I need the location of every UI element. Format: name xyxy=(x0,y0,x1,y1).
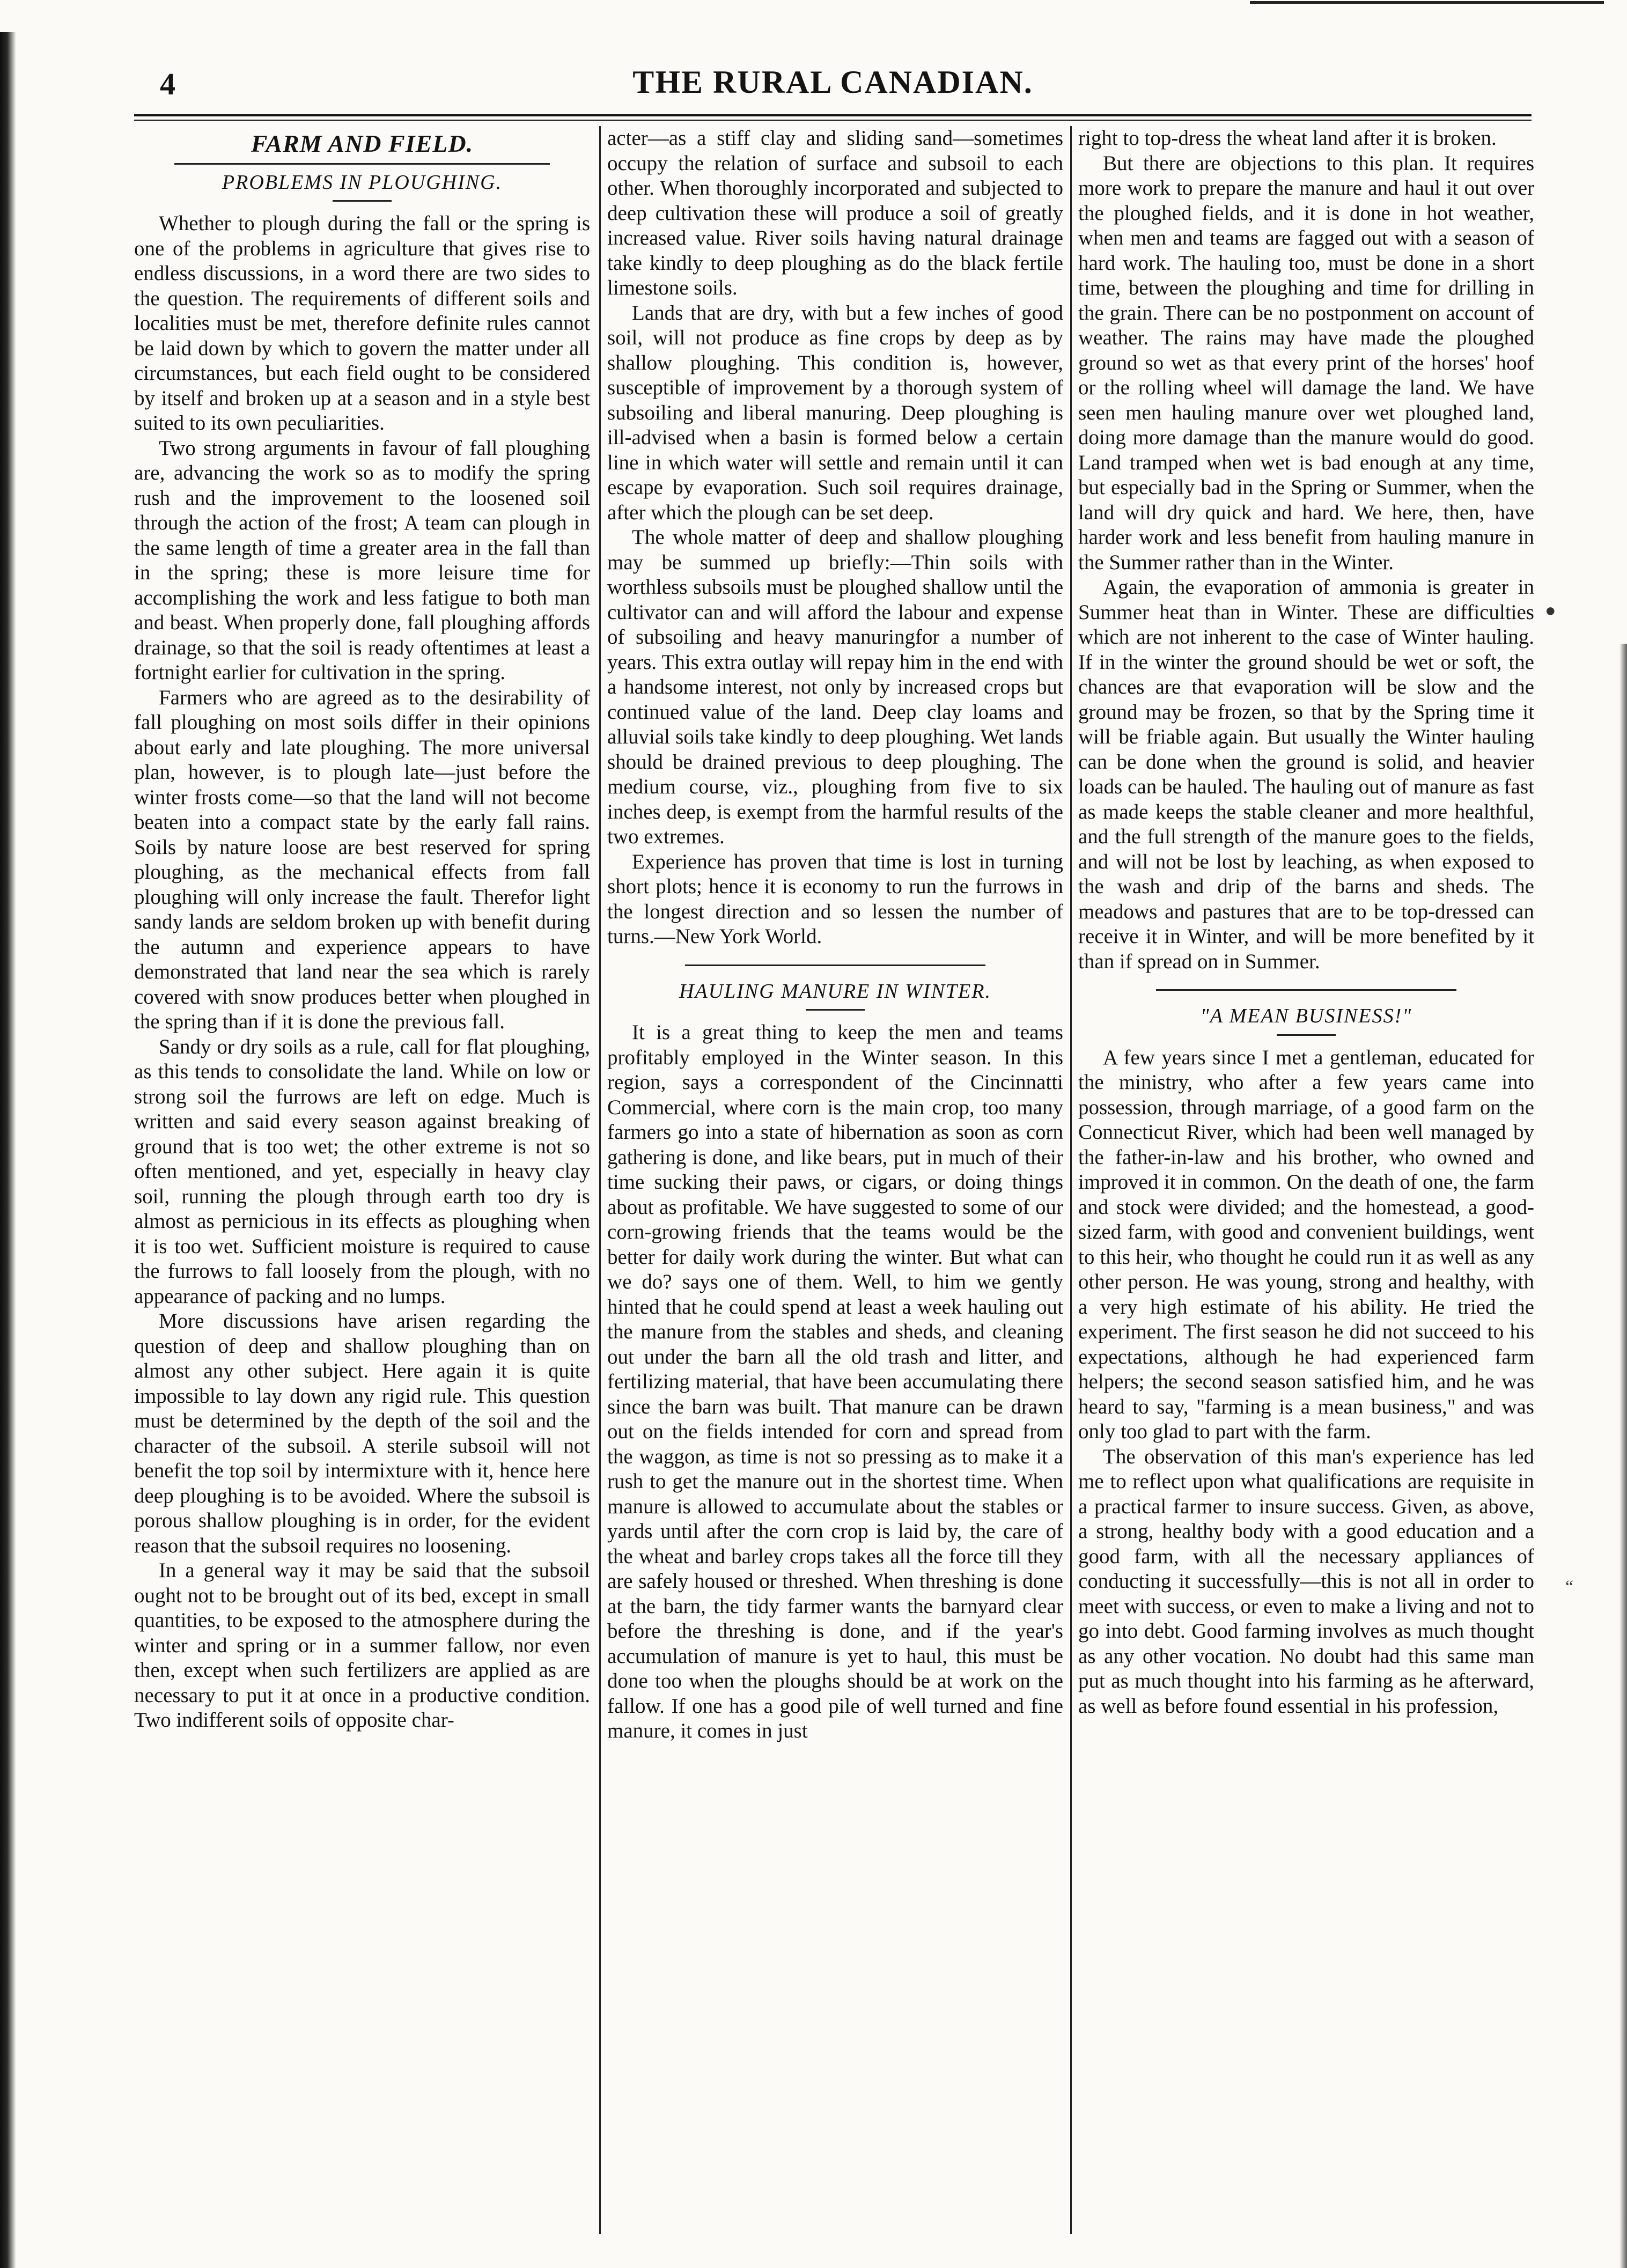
paper-name: THE RURAL CANADIAN. xyxy=(632,64,1033,100)
paragraph: Lands that are dry, with but a few inches of good soil, will not produce as fine crops by deep as by shallow ploughing. This condition is, however, susceptible of improvement by a thorough system of subsoiling and liberal manuring. Deep ploughing is ill-advised when a basin is formed below a certain line in which water will settle and remain until it can escape by evaporation. Such soil requires drainage, after which the plough can be set deep. xyxy=(607,301,1063,524)
column-3 xyxy=(1078,126,1534,2234)
article-separator xyxy=(685,964,985,966)
masthead xyxy=(129,56,1537,107)
column-1 xyxy=(134,126,590,2234)
section-rule xyxy=(174,163,550,165)
paragraph: Farmers who are agreed as to the desirability of fall ploughing on most soils differ in their opinions about early and late ploughing. The more universal plan, however, is to plough late—just before the winter frosts come—so that the land will not become beaten into a compact state by the early fall rains. Soils by nature loose are best reserved for spring ploughing, as the mechanical effects from fall ploughing will only increase the fault. Therefor light sandy lands are seldom broken up with benefit during the autumn and experience appears to have demonstrated that land near the sea which is rarely covered with snow produces better when ploughed in the spring than if it is done the previous fall. xyxy=(134,686,590,1033)
masthead-rule xyxy=(134,114,1532,116)
paragraph: right to top-dress the wheat land after it is broken. xyxy=(1078,127,1497,150)
scan-edge-right xyxy=(1619,644,1627,2268)
paragraph: Experience has proven that time is lost in turning short plots; hence it is economy to run the furrows in the longest direction and so lessen the number of turns.—New York World. xyxy=(607,850,1063,948)
paragraph: acter—as a stiff clay and sliding sand—sometimes occupy the relation of surface and subsoil to each other. When thoroughly incorporated and subjected to deep cultivation these will produce a soil of greatly increased value. River soils having natural drainage take kindly to deep ploughing as do the black fertile limestone soils. xyxy=(607,127,1063,299)
column-rule xyxy=(1070,126,1072,2234)
paragraph: But there are objections to this plan. It requires more work to prepare the manure and haul it out over the ploughed fields, and it is done in hot weather, when men and teams are fagged out with a season of hard work. The hauling too, must be done in a short time, between the ploughing and time for drilling in the grain. There can be no postponment on account of weather. The rains may have made the ploughed ground so wet as that every print of the horses' hoof or the rolling wheel will damage the land. We have seen men hauling manure over wet ploughed land, doing more damage than the manure would do good. Land tramped when wet is bad enough at any time, but especially bad in the Spring or Summer, when the land will dry quick and hard. We here, then, have harder work and less benefit from hauling manure in the Summer rather than in the Winter. xyxy=(1078,151,1534,574)
article-separator xyxy=(1156,989,1456,991)
top-rule xyxy=(1250,1,1604,4)
margin-mark: ● xyxy=(1545,601,1556,621)
page-number: 4 xyxy=(160,67,175,101)
paragraph: More discussions have arisen regarding the question of deep and shallow ploughing than on almost any other subject. Here again it is quite impossible to lay down any rigid rule. This question must be determined by the depth of the soil and the character of the subsoil. A sterile subsoil will not benefit the top soil by intermixture with it, hence here deep ploughing is to be avoided. Where the subsoil is porous shallow ploughing is in order, for the evident reason that the subsoil requires no loosening. xyxy=(134,1309,590,1557)
column-2 xyxy=(607,126,1063,2234)
title-rule xyxy=(806,1009,865,1011)
article-title: HAULING MANURE IN WINTER. xyxy=(679,980,991,1003)
masthead-rule-thin xyxy=(134,120,1532,121)
article-title: "A MEAN BUSINESS!" xyxy=(1200,1005,1412,1027)
margin-mark: “ xyxy=(1565,1577,1574,1597)
paragraph: It is a great thing to keep the men and teams profitably employed in the Winter season. In this region, says a correspondent of the Cincinnatti Commercial, where corn is the main crop, too many farmers go into a state of hibernation as soon as corn gathering is done, and like bears, put in much of their time sucking their paws, or cigars, or doing things about as profitable. We have suggested to some of our corn-growing friends that the teams would be the better for daily work during the winter. But what can we do? says one of them. Well, to him we gently hinted that he could spend at least a week hauling out the manure from the stables and sheds, and cleaning out under the barn all the old trash and litter, and fertilizing material, that have been accumulating there since the barn was built. That manure can be drawn out on the fields intended for corn and spread from the waggon, as time is not so pressing as to make it a rush to get the manure out in the shortest time. When manure is allowed to accumulate about the stables or yards until after the corn crop is laid by, the care of the wheat and barley crops takes all the force till they are safely housed or threshed. When threshing is done at the barn, the tidy farmer wants the barnyard clear before the threshing is done, and if the year's accumulation of manure is yet to haul, this must be done too when the ploughs should be at work on the fallow. If one has a good pile of well turned and fine manure, it comes in just xyxy=(607,1021,1063,1742)
paragraph: Whether to plough during the fall or the spring is one of the problems in agriculture that gives rise to endless discussions, in a word there are two sides to the question. The requirements of different soils and localities must be met, therefore definite rules cannot be laid down by which to govern the matter under all circumstances, but each field ought to be considered by itself and broken up at a season and in a style best suited to its own peculiarities. xyxy=(134,212,590,435)
paragraph: Again, the evaporation of ammonia is greater in Summer heat than in Winter. These are difficulties which are not inherent to the case of Winter hauling. If in the winter the ground should be wet or soft, the chances are that evaporation will be slow and the ground may be frozen, so that by the Spring time it will be friable again. But usually the Winter hauling can be done when the ground is solid, and heavier loads can be hauled. The hauling out of manure as fast as made keeps the stable cleaner and more healthful, and the full strength of the manure goes to the fields, and will not be lost by leaching, as when exposed to the wash and drip of the barns and sheds. The meadows and pastures that are to be top-dressed can receive it in Winter, and will be more benefited by it than if spread on in Summer. xyxy=(1078,576,1534,973)
paragraph: In a general way it may be said that the subsoil ought not to be brought out of its bed, except in small quantities, to be exposed to the atmosphere during the winter and spring or in a summer fallow, nor even then, except when such fertilizers are applied as are necessary to put it at once in a productive condition. Two indifferent soils of opposite char- xyxy=(134,1559,590,1732)
title-rule xyxy=(333,200,392,202)
paragraph: Two strong arguments in favour of fall ploughing are, advancing the work so as to modify the spring rush and the improvement to the loosened soil through the action of the frost; A team can plough in the same length of time a greater area in the fall than in the spring; these is more leisure time for accomplishing the work and less fatigue to both man and beast. When properly done, fall ploughing affords drainage, so that the soil is ready oftentimes at least a fortnight earlier for cultivation in the spring. xyxy=(134,436,590,684)
paragraph: The whole matter of deep and shallow ploughing may be summed up briefly:—Thin soils with worthless subsoils must be ploughed shallow until the cultivator can and will afford the labour and expense of subsoiling and heavy manuringfor a number of years. This extra outlay will repay him in the end with a handsome interest, not only by increased crops but continued value of the land. Deep clay loams and alluvial soils take kindly to deep ploughing. Wet lands should be drained previous to deep ploughing. The medium course, viz., ploughing from five to six inches deep, is exempt from the harmful results of the two extremes. xyxy=(607,526,1063,848)
column-rule xyxy=(599,126,601,2234)
paragraph: A few years since I met a gentleman, educated for the ministry, who after a few years came into possession, through marriage, of a good farm on the Connecticut River, which had been well managed by the father-in-law and his brother, who owned and improved it in common. On the death of one, the farm and stock were divided; and the homestead, a good-sized farm, with good and convenient buildings, went to this heir, who thought he could run it as well as any other person. He was young, strong and healthy, with a very high estimate of his ability. He tried the experiment. The first season he did not succeed to his expectations, although he had experienced farm helpers; the second season satisfied him, and he was heard to say, "farming is a mean business," and was only too glad to part with the farm. xyxy=(1078,1045,1534,1443)
section-head: FARM AND FIELD. xyxy=(251,130,474,157)
title-rule xyxy=(1277,1034,1336,1036)
article-title: PROBLEMS IN PLOUGHING. xyxy=(222,171,503,194)
paragraph: The observation of this man's experience has led me to reflect upon what qualifications are requisite in a practical farmer to insure success. Given, as above, a strong, healthy body with a good education and a good farm, with all the necessary appliances of conducting it successfully—this is not all in order to meet with success, or even to make a living and not to go into debt. Good farming involves as much thought as any other vocation. No doubt had this same man put as much thought into his farming as he afterward, as well as before found essential in his profession, xyxy=(1078,1445,1534,1718)
scan-edge-left xyxy=(0,32,16,2268)
paragraph: Sandy or dry soils as a rule, call for flat ploughing, as this tends to consolidate the land. While on low or strong soil the furrows are left on edge. Much is written and said every season against breaking of ground that is too wet; the other extreme is not so often mentioned, and yet, especially in heavy clay soil, running the plough through earth too dry is almost as pernicious in its effects as ploughing when it is too wet. Sufficient moisture is required to cause the furrows to fall loosely from the plough, with no appearance of packing and no lumps. xyxy=(134,1035,590,1308)
